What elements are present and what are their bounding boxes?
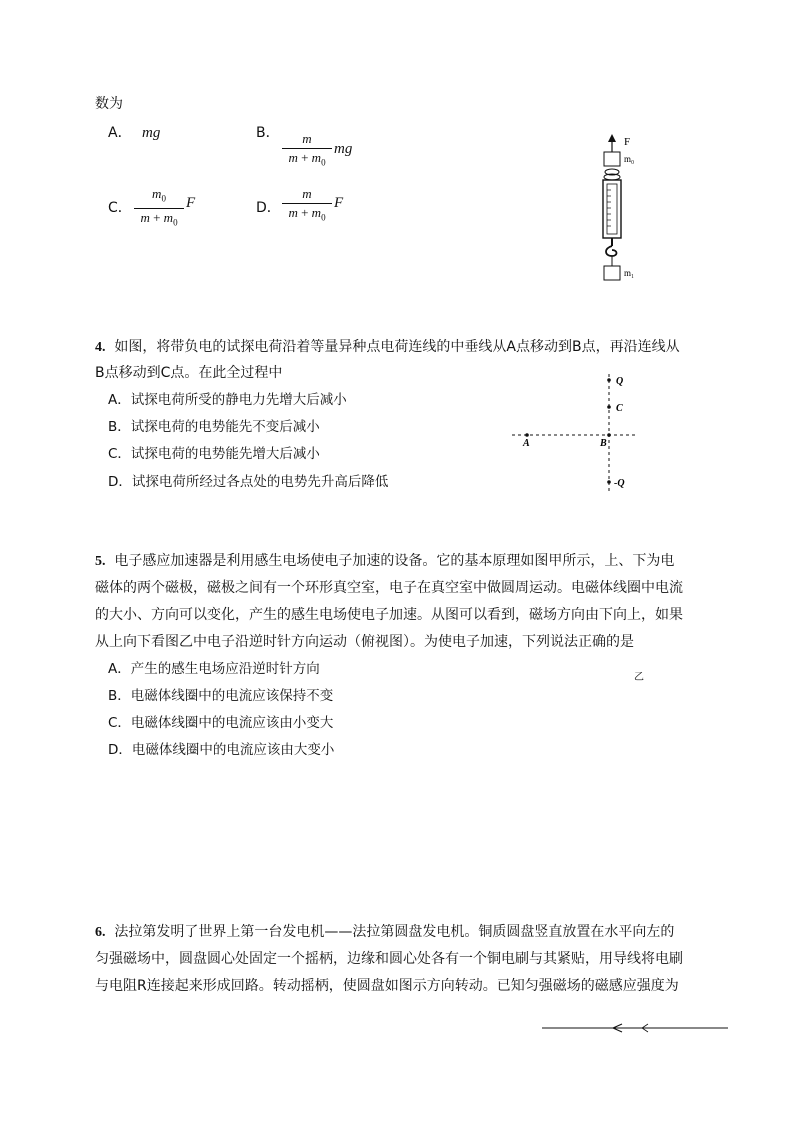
point-a-dot — [525, 433, 529, 437]
negative-charge-label: -Q — [614, 478, 625, 489]
q3-option-d-fraction: m $m + m_0$ — [282, 186, 332, 226]
force-label: F — [624, 136, 631, 148]
point-c-dot — [607, 405, 611, 409]
q4-option-a: A．试探电荷所受的静电力先增大后减小 — [108, 392, 347, 408]
q6-stem-line-1: 6. 法拉第发明了世界上第一台发电机——法拉第圆盘发电机。铜质圆盘竖直放置在水平向左的 — [95, 924, 675, 940]
q5-option-d: D．电磁体线圈中的电流应该由大变小 — [108, 742, 335, 758]
positive-charge-dot — [607, 378, 611, 382]
q4-number: 4. — [95, 340, 106, 355]
q6-stem-line-3: 与电阻R连接起来形成回路。转动摇柄，使圆盘如图示方向转动。已知匀强磁场的磁感应强度为 — [95, 978, 679, 994]
q5-stem-line-3: 的大小、方向可以变化，产生的感生电场使电子加速。从图可以看到，磁场方向由下向上，如果 — [95, 607, 683, 623]
q5-stem-line-1: 5. 电子感应加速器是利用感生电场使电子加速的设备。它的基本原理如图甲所示，上、下为电 — [95, 553, 675, 569]
q5-option-c: C．电磁体线圈中的电流应该由小变大 — [108, 715, 334, 731]
bottom-mass-label: m₁ — [624, 268, 635, 278]
point-c-label: C — [616, 403, 623, 414]
top-mass-block — [604, 152, 620, 166]
q3-option-b-tail: mg — [334, 141, 353, 157]
q5-number: 5. — [95, 554, 106, 569]
q3-option-c-fraction: $m_0$ $m + m_0$ — [134, 186, 184, 230]
q3-option-a-math: mg — [142, 125, 161, 141]
q5-stem-line-2: 磁体的两个磁极，磁极之间有一个环形真空室，电子在真空室中做圆周运动。电磁体线圈中电流 — [95, 580, 683, 596]
q3-option-c-tail: F — [186, 195, 196, 211]
q4-option-d: D．试探电荷所经过各点处的电势先升高后降低 — [108, 474, 389, 490]
q6-number: 6. — [95, 925, 106, 940]
top-mass-label: m₀ — [624, 154, 635, 164]
q5-option-b: B．电磁体线圈中的电流应该保持不变 — [108, 688, 334, 704]
q4-dipole-figure — [510, 370, 640, 495]
force-arrow-head — [608, 134, 616, 142]
scale-body — [603, 180, 621, 238]
q3-option-c-label: C． — [108, 200, 132, 216]
point-a-label: A — [523, 438, 530, 449]
q5-option-a: A．产生的感生电场应沿逆时针方向 — [108, 661, 320, 677]
positive-charge-label: Q — [616, 376, 624, 387]
negative-charge-dot — [607, 480, 611, 484]
q3-option-b-label: B． — [256, 125, 280, 141]
q3-option-b-fraction: m $m + m_0$ — [282, 131, 332, 171]
point-b-label: B — [600, 438, 607, 449]
point-b-dot — [607, 433, 611, 437]
q4-stem-line-2: B点移动到C点。在此全过程中 — [95, 365, 283, 381]
bottom-mass-block — [604, 266, 620, 280]
q6-field-line-figure — [540, 1020, 730, 1036]
q6-stem-line-2: 匀强磁场中，圆盘圆心处固定一个摇柄，边缘和圆心处各有一个铜电刷与其紧贴，用导线将电刷 — [95, 951, 683, 967]
q3-option-a-label: A． — [108, 125, 132, 141]
hook — [606, 246, 617, 256]
q3-spring-balance-figure — [596, 132, 646, 284]
continued-text: 数为 — [95, 96, 123, 112]
q4-option-b: B．试探电荷的电势能先不变后减小 — [108, 419, 320, 435]
q3-option-d-tail: F — [334, 195, 344, 211]
q5-stem-line-4: 从上向下看图乙中电子沿逆时针方向运动（俯视图）。为使电子加速，下列说法正确的是 — [95, 634, 634, 650]
q3-option-d-label: D． — [256, 200, 281, 216]
q4-stem-line-1: 4. 如图，将带负电的试探电荷沿着等量异种点电荷连线的中垂线从A点移动到B点，再沿连线从 — [95, 339, 680, 355]
q5-figure-label: 乙 — [634, 672, 644, 683]
q4-option-c: C．试探电荷的电势能先增大后减小 — [108, 446, 320, 462]
